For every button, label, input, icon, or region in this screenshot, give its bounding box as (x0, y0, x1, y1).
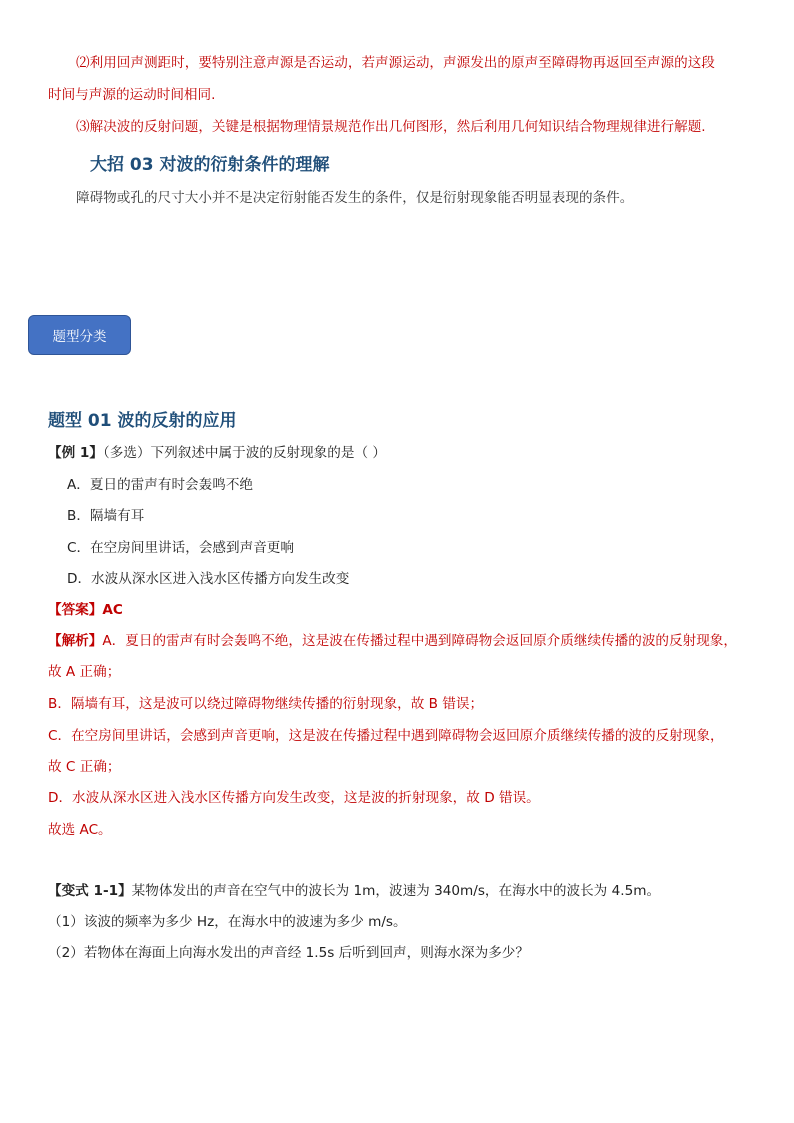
analysis-line: 故 C 正确； (48, 759, 121, 775)
analysis-tag: 【解析】 (48, 633, 103, 649)
analysis-line (48, 631, 737, 651)
variant-tag: 【变式 1-1】 (48, 883, 132, 899)
section-title: 大招 03 对波的衍射条件的理解 (90, 155, 330, 175)
analysis-line: B．隔墙有耳，这是波可以绕过障碍物继续传播的衍射现象，故 B 错误； (48, 696, 484, 712)
text-line: ⑶解决波的反射问题，关键是根据物理情景规范作出几何图形，然后利用几何知识结合物理规律进行解题. (76, 119, 706, 135)
variant-question: 某物体发出的声音在空气中的波长为 1m，波速为 340m/s，在海水中的波长为 4.5m。 (131, 883, 661, 899)
analysis-line: C．在空房间里讲话，会感到声音更响，这是波在传播过程中遇到障碍物会返回原介质继续传播的波的反射现象， (48, 728, 724, 744)
analysis-line: 故选 AC。 (48, 822, 112, 838)
example-tag: 【例 1】 (48, 445, 103, 461)
variant-stem (48, 881, 660, 901)
answer: 【答案】AC (48, 602, 123, 618)
analysis-text: A．夏日的雷声有时会轰鸣不绝，这是波在传播过程中遇到障碍物会返回原介质继续传播的波的反射现象， (102, 633, 737, 649)
category-badge: 题型分类 (28, 315, 131, 355)
analysis-line: 故 A 正确； (48, 664, 121, 680)
analysis-line: D．水波从深水区进入浅水区传播方向发生改变，这是波的折射现象，故 D 错误。 (48, 790, 540, 806)
option-d: D．水波从深水区进入浅水区传播方向发生改变 (67, 571, 350, 587)
variant-q2: （2）若物体在海面上向海水发出的声音经 1.5s 后听到回声，则海水深为多少？ (48, 945, 529, 961)
text-line: ⑵利用回声测距时，要特别注意声源是否运动，若声源运动，声源发出的原声至障碍物再返回至声源的这段 (76, 55, 715, 71)
type-title: 题型 01 波的反射的应用 (48, 411, 237, 431)
option-c: C．在空房间里讲话，会感到声音更响 (67, 540, 294, 556)
variant-q1: （1）该波的频率为多少 Hz，在海水中的波速为多少 m/s。 (48, 914, 407, 930)
option-a: A．夏日的雷声有时会轰鸣不绝 (67, 477, 254, 493)
example-stem (48, 443, 386, 463)
section-body: 障碍物或孔的尺寸大小并不是决定衍射能否发生的条件，仅是衍射现象能否明显表现的条件。 (76, 190, 634, 206)
option-b: B．隔墙有耳 (67, 508, 145, 524)
example-question: （多选）下列叙述中属于波的反射现象的是（ ） (102, 445, 386, 461)
text-line: 时间与声源的运动时间相同. (48, 87, 216, 103)
